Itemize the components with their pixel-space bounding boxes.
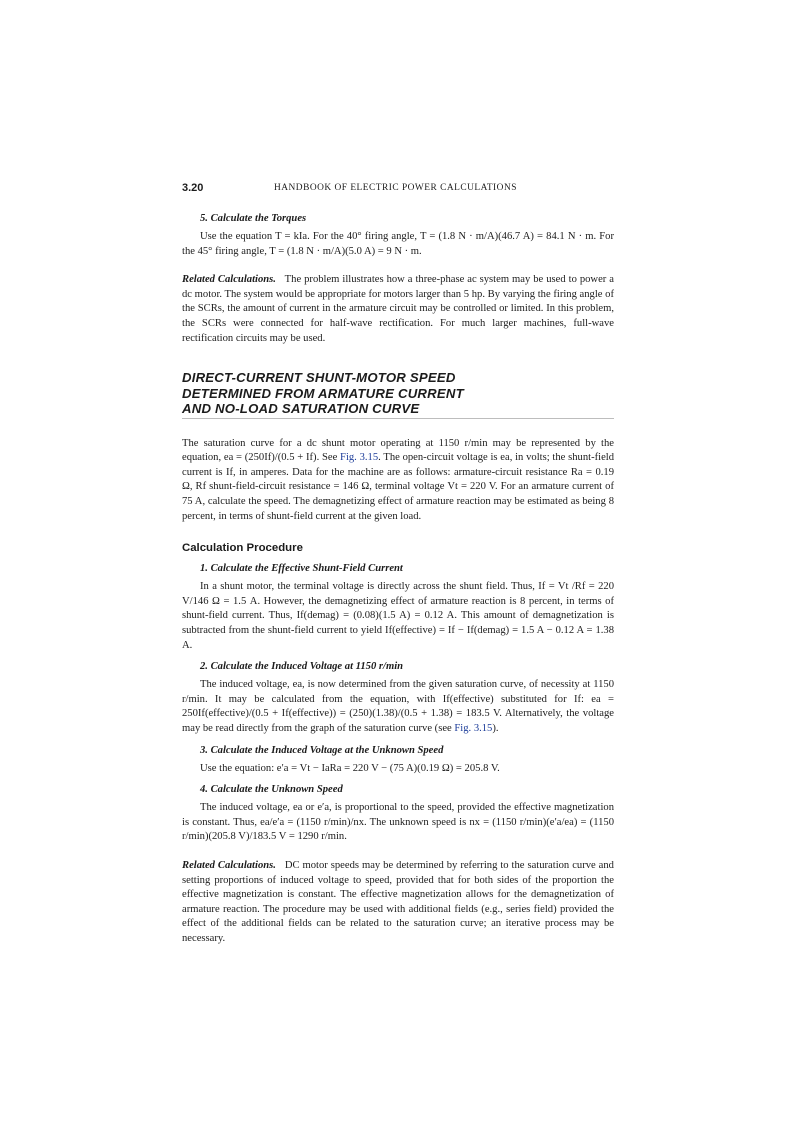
related-body: DC motor speeds may be determined by referring to the saturation curve and setting proportions of induced voltage to speed, provided that for both sides of the proportion the effective magnetization is constant. The effective magnetization allows for the demagnetization of armature reaction. The procedure may be used with additional fields (e.g., series field) provided the effect of the additional fields can be related to the saturation curve; an iterative process may be necessary.: [182, 859, 614, 944]
section-title-line: DIRECT-CURRENT SHUNT-MOTOR SPEED: [182, 370, 456, 386]
section-title: [182, 370, 614, 417]
step3-body: Use the equation: e′a = Vt − IaRa = 220 V − (75 A)(0.19 Ω) = 205.8 V.: [200, 762, 500, 774]
step2-text-b: ).: [492, 722, 499, 734]
step1-body: In a shunt motor, the terminal voltage is directly across the shunt field. Thus, If = Vt /Rf = 220 V/146 Ω = 1.5 A. However, the demagnetizing effect of armature reaction is 8 percent, in terms of shunt-field current. Thus, If(demag) = (0.08)(1.5 A) = 0.12 A. This amount of demagnetization is subtracted from the shunt-field current to yield If(effective) = If − If(demag) = 1.5 A − 0.12 A = 1.38 A.: [182, 581, 614, 651]
intro-text-a: The saturation curve for a dc shunt motor operating at 1150 r/min may be represented by the equation, ea = (250If)/(0.5 + If). See: [182, 437, 614, 464]
step2-heading: 2. Calculate the Induced Voltage at 1150 r/min: [200, 661, 404, 673]
prev-related-paragraph: [182, 273, 614, 346]
section-title-line: DETERMINED FROM ARMATURE CURRENT: [182, 385, 464, 401]
book-title: HANDBOOK OF ELECTRIC POWER CALCULATIONS: [274, 183, 517, 193]
step5-body: Use the equation T = kIa. For the 40° firing angle, T = (1.8 N · m/A)(46.7 A) = 84.1 N · m. For the 45° firing angle, T = (1.8 N · m/A)(5.0 A) = 9 N · m.: [182, 231, 614, 257]
prev-related-label: Related Calculations.: [182, 274, 276, 286]
figure-link[interactable]: Fig. 3.15: [340, 452, 379, 464]
step3-heading: 3. Calculate the Induced Voltage at the Unknown Speed: [200, 744, 444, 756]
page-number: 3.20: [182, 182, 204, 194]
step2-body: [182, 678, 614, 736]
intro-paragraph: [182, 437, 614, 525]
prev-related-body: The problem illustrates how a three-phase ac system may be used to power a dc motor. The system would be appropriate for motors larger than 5 hp. By varying the firing angle of the SCRs, the amount of current in the armature circuit may be controlled or limited. In this problem, the SCRs were connected for half-wave rectification. For much larger machines, full-wave rectification circuits may be used.: [182, 274, 614, 344]
step2-text-a: The induced voltage, ea, is now determined from the given saturation curve, of necessity at 1150 r/min. It may be calculated from the equation, with If(effective) substituted for If: ea = 250If(effective)/(0.5 + If(effective)) = (250)(1.38)/(0.5 + 1.38) = 183.5 V. Alternatively, the voltage may be read directly from the graph of the saturation curve (see: [182, 679, 614, 734]
figure-link[interactable]: Fig. 3.15: [454, 722, 493, 734]
step4-body: The induced voltage, ea or e′a, is proportional to the speed, provided the effective magnetization is constant. Thus, ea/e′a = (1150 r/min)/nx. The unknown speed is nx = (1150 r/min)(e′a/ea) = (1150 r/min)(205.8 V)/183.5 V = 1290 r/min.: [182, 802, 614, 843]
procedure-heading: Calculation Procedure: [182, 542, 303, 555]
intro-text-b: . The open-circuit voltage is ea, in volts; the shunt-field current is If, in amperes. Data for the machine are as follows: armature-circuit resistance Ra = 0.19 Ω, Rf shunt-field-circuit resistance = 146 Ω, terminal voltage Vt = 220 V. For an armature current of 75 A, calculate the speed. The demagnetizing effect of armature reaction may be estimated as being 8 percent, in terms of shunt-field current at the given load.: [182, 452, 615, 522]
step4-heading: 4. Calculate the Unknown Speed: [200, 784, 343, 796]
section-divider: [182, 418, 614, 419]
step1-heading: 1. Calculate the Effective Shunt-Field Current: [200, 563, 403, 575]
step5-heading: 5. Calculate the Torques: [200, 213, 307, 224]
page-content: [182, 180, 614, 947]
related-paragraph: [182, 859, 614, 947]
related-label: Related Calculations.: [182, 859, 276, 871]
running-header: [182, 180, 614, 196]
section-title-line: AND NO-LOAD SATURATION CURVE: [182, 401, 420, 417]
